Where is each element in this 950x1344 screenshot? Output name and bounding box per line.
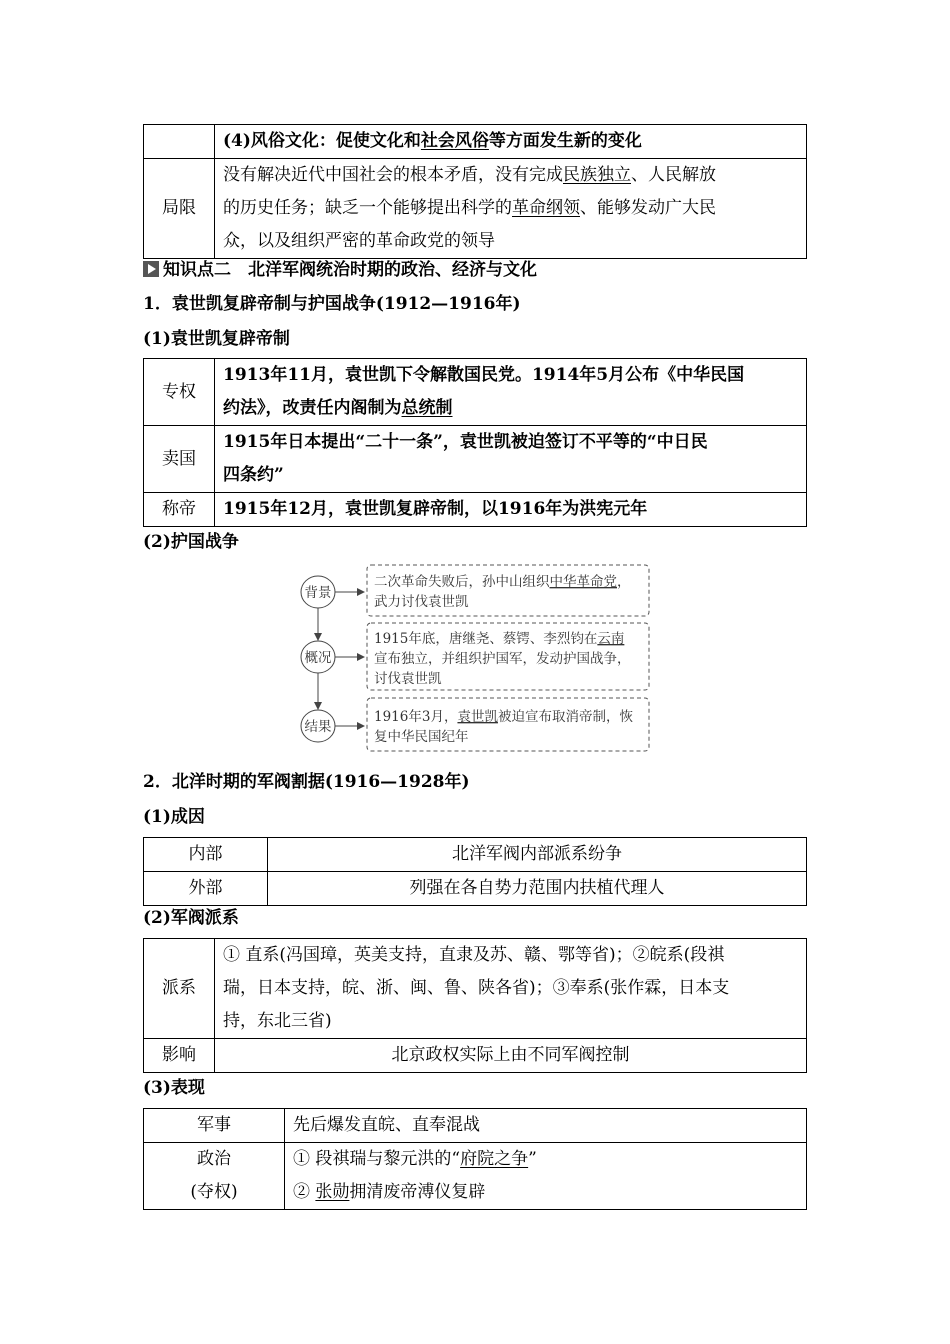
play-triangle-icon xyxy=(143,261,159,277)
faction-label: 派系 xyxy=(144,939,215,1039)
section-title: 知识点二 北洋军阀统治时期的政治、经济与文化 xyxy=(143,258,537,282)
limitation-text: 没有解决近代中国社会的根本矛盾，没有完成民族独立、人民解放 的历史任务；缺乏一个能够提出科学的革命纲领、能够发动广大民 众，以及组织严密的革命政党的领导 xyxy=(215,159,807,259)
limitations-table xyxy=(143,124,807,259)
box3-line1: 1916年3月，袁世凯被迫宣布取消帝制，恢 xyxy=(374,709,633,725)
faction-text: ① 直系(冯国璋，英美支持，直隶及苏、赣、鄂等省)；②皖系(段祺 瑞，日本支持，皖、浙、闽、鲁、陕各省)；③奉系(张作霖，日本支 持，东北三省) xyxy=(215,939,807,1039)
performance-table xyxy=(143,1108,807,1210)
heading-1-1: (1)袁世凯复辟帝制 xyxy=(143,329,290,349)
box1-line1: 二次革命失败后，孙中山组织中华革命党， xyxy=(374,574,631,590)
military-label: 军事 xyxy=(144,1109,285,1143)
box2-line2: 宣布独立，并组织护国军，发动护国战争， xyxy=(374,651,631,667)
protect-nation-war-diagram xyxy=(296,560,656,756)
box3-line2: 复中华民国纪年 xyxy=(374,729,469,745)
box2-line1: 1915年底，唐继尧、蔡锷、李烈钧在云南 xyxy=(374,631,625,647)
politics-text: ① 段祺瑞与黎元洪的“府院之争” ② 张勋拥清废帝溥仪复辟 xyxy=(285,1143,807,1210)
factions-table xyxy=(143,938,807,1073)
treason-text: 1915年日本提出“二十一条”，袁世凯被迫签订不平等的“中日民 四条约” xyxy=(215,426,807,493)
row-label-autocracy: 专权 xyxy=(144,359,215,426)
custom-culture-cell: (4)风俗文化：促使文化和社会风俗等方面发生新的变化 xyxy=(215,125,807,159)
politics-label: 政治 (夺权) xyxy=(144,1143,285,1210)
heading-2-2: (2)军阀派系 xyxy=(143,908,239,928)
box2-line3: 讨伐袁世凯 xyxy=(374,671,442,687)
empty-label-cell xyxy=(144,125,215,159)
impact-label: 影响 xyxy=(144,1039,215,1073)
cause-internal-label: 内部 xyxy=(144,838,268,872)
military-text: 先后爆发直皖、直奉混战 xyxy=(285,1109,807,1143)
heading-1: 1．袁世凯复辟帝制与护国战争(1912—1916年) xyxy=(143,294,521,314)
node-overview-label: 概况 xyxy=(304,650,332,666)
causes-table xyxy=(143,837,807,906)
cause-external-label: 外部 xyxy=(144,872,268,906)
row-label-emperor: 称帝 xyxy=(144,493,215,527)
heading-2-1: (1)成因 xyxy=(143,807,205,827)
heading-2: 2．北洋时期的军阀割据(1916—1928年) xyxy=(143,772,470,792)
impact-text: 北京政权实际上由不同军阀控制 xyxy=(215,1039,807,1073)
node-background-label: 背景 xyxy=(304,585,332,601)
cause-external-text: 列强在各自势力范围内扶植代理人 xyxy=(268,872,807,906)
heading-2-3: (3)表现 xyxy=(143,1078,205,1098)
heading-1-2: (2)护国战争 xyxy=(143,532,239,552)
row-label-treason: 卖国 xyxy=(144,426,215,493)
node-result-label: 结果 xyxy=(304,719,332,735)
limitation-label: 局限 xyxy=(144,159,215,259)
autocracy-text: 1913年11月，袁世凯下令解散国民党。1914年5月公布《中华民国 约法》，改责任内阁制为总统制 xyxy=(215,359,807,426)
yuan-table xyxy=(143,358,807,527)
cause-internal-text: 北洋军阀内部派系纷争 xyxy=(268,838,807,872)
emperor-text: 1915年12月，袁世凯复辟帝制，以1916年为洪宪元年 xyxy=(215,493,807,527)
box1-line2: 武力讨伐袁世凯 xyxy=(374,594,469,610)
